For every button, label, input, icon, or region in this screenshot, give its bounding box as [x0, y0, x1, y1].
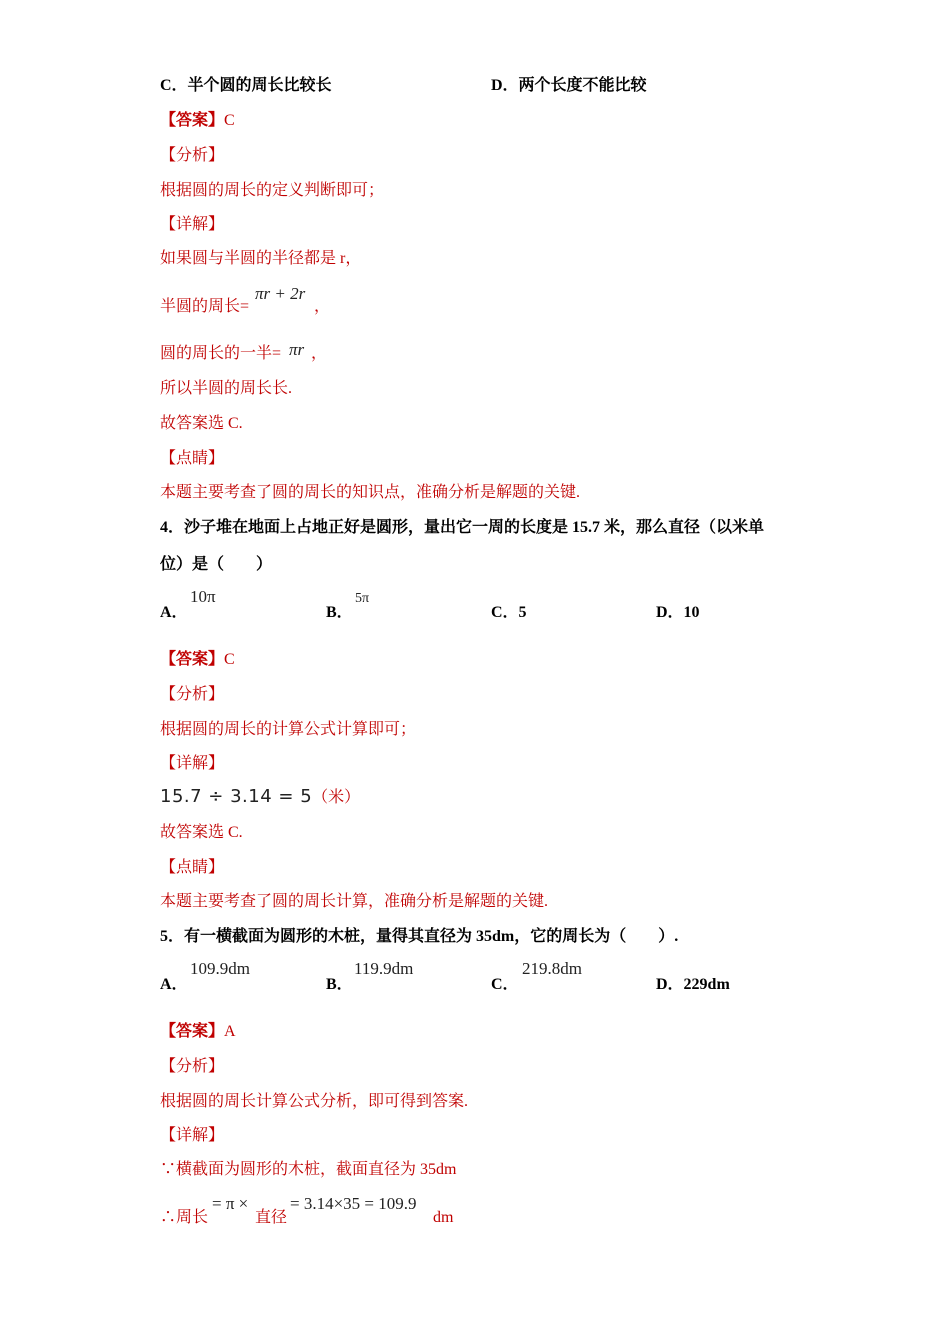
q5-stem: 5．有一横截面为圆形的木桩，量得其直径为 35dm，它的周长为（ ）. — [160, 928, 679, 945]
q3-detail-line4: 所以半圆的周长长. — [160, 380, 293, 397]
q5-detail-eq2: = 3.14×35 = 109.9 — [290, 1194, 417, 1213]
q3-answer — [160, 111, 235, 131]
q3-option-c: C．半个圆的周长比较长 — [160, 77, 332, 94]
q3-detail-line3-suffix: ， — [311, 345, 328, 362]
q5-analysis-text: 根据圆的周长计算公式分析，即可得到答案. — [160, 1093, 469, 1110]
q5-option-b-label: B． — [326, 976, 353, 993]
q3-detail-line2-suffix: ， — [314, 298, 331, 315]
q4-option-d: D．10 — [656, 604, 700, 621]
q3-answer-value: C — [224, 112, 235, 129]
q4-analysis-label: 【分析】 — [160, 686, 225, 703]
q5-answer — [160, 1022, 236, 1042]
q5-option-c-formula: 219.8dm — [522, 959, 582, 978]
q4-answer-label: 【答案】 — [160, 651, 225, 668]
q4-analysis-text: 根据圆的周长的计算公式计算即可； — [160, 721, 417, 738]
q4-option-b-label: B． — [326, 604, 353, 621]
q5-option-c-label: C． — [491, 976, 519, 993]
q3-half-circle-formula: πr — [289, 340, 305, 359]
q3-analysis-label: 【分析】 — [160, 147, 225, 164]
q3-detail-line3 — [160, 344, 281, 364]
q4-option-b-formula: 5π — [355, 591, 370, 606]
q4-detail-label: 【详解】 — [160, 755, 225, 772]
q5-detail-line1: ∵横截面为圆形的木桩，截面直径为 35dm — [160, 1161, 457, 1178]
q4-detail-equation-line — [160, 787, 360, 808]
q3-comment-label: 【点睛】 — [160, 450, 225, 467]
q5-option-a-formula: 109.9dm — [190, 959, 250, 978]
q3-analysis-text: 根据圆的周长的定义判断即可； — [160, 182, 385, 199]
q3-detail-line2 — [160, 297, 249, 317]
q3-comment-text: 本题主要考查了圆的周长的知识点，准确分析是解题的关键. — [160, 484, 581, 501]
q4-option-a-formula: 10π — [190, 587, 216, 606]
q4-detail-unit: （米） — [312, 789, 361, 806]
q4-comment-label: 【点睛】 — [160, 859, 225, 876]
q5-option-d: D．229dm — [656, 976, 730, 993]
q3-detail-line5: 故答案选 C. — [160, 415, 243, 432]
q5-detail-line2-prefix: ∴周长 — [160, 1209, 209, 1226]
q4-stem-line2: 位）是（ ） — [160, 556, 273, 573]
q4-comment-text: 本题主要考查了圆的周长计算，准确分析是解题的关键. — [160, 893, 549, 910]
q5-detail-unit: dm — [433, 1209, 454, 1226]
q4-answer-value: C — [224, 651, 235, 668]
q4-stem-line1: 4．沙子堆在地面上占地正好是圆形，量出它一周的长度是 15.7 米，那么直径（以米单 — [160, 519, 765, 536]
q5-option-b-formula: 119.9dm — [354, 959, 414, 978]
q5-detail-label: 【详解】 — [160, 1127, 225, 1144]
q5-analysis-label: 【分析】 — [160, 1058, 225, 1075]
q5-answer-value: A — [224, 1023, 236, 1040]
q3-detail-line3-prefix: 圆的周长的一半= — [160, 345, 282, 362]
q3-semicircle-formula: πr + 2r — [255, 284, 306, 303]
q5-answer-label: 【答案】 — [160, 1023, 225, 1040]
q5-option-a-label: A． — [160, 976, 188, 993]
q3-detail-line2-prefix: 半圆的周长= — [160, 298, 250, 315]
q3-option-d: D．两个长度不能比较 — [491, 77, 647, 94]
q3-detail-label: 【详解】 — [160, 216, 225, 233]
q4-option-a-label: A． — [160, 604, 188, 621]
q3-answer-label: 【答案】 — [160, 112, 225, 129]
q4-option-c: C．5 — [491, 604, 527, 621]
q3-detail-line1: 如果圆与半圆的半径都是 r， — [160, 250, 362, 267]
q4-answer — [160, 650, 235, 670]
q5-detail-mid: 直径 — [255, 1209, 288, 1226]
q4-detail-conclusion: 故答案选 C. — [160, 824, 243, 841]
q4-detail-equation: 15.7 ÷ 3.14 = 5 — [160, 786, 313, 807]
q5-detail-eq1: = π × — [212, 1194, 249, 1213]
